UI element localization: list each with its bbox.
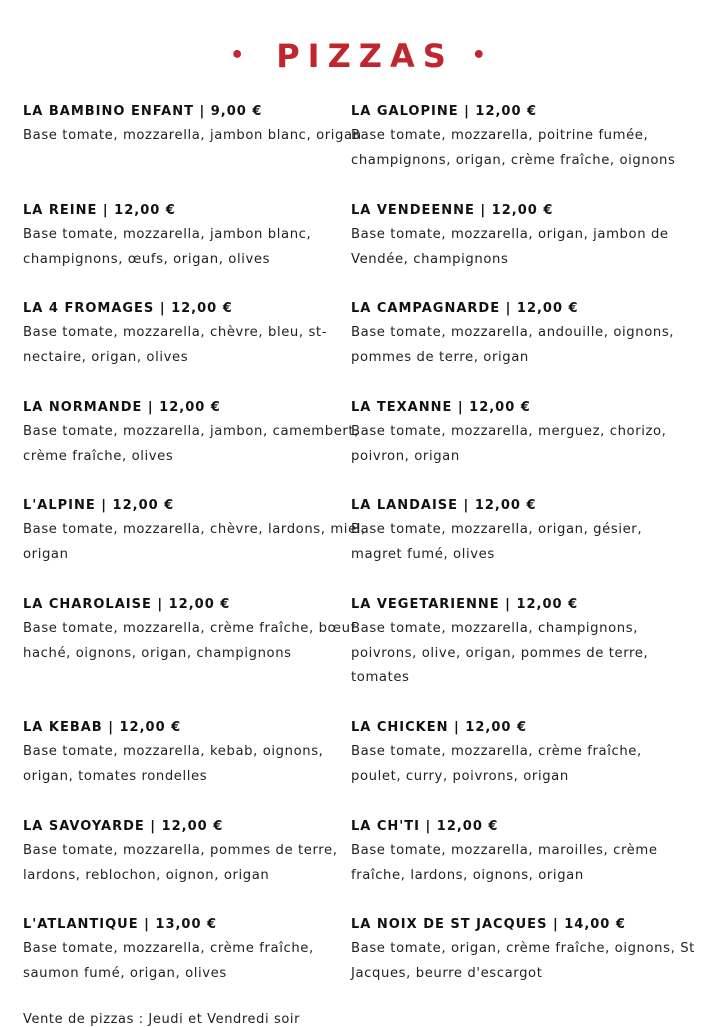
menu-item-name: LA NOIX DE ST JACQUES | 14,00 € bbox=[351, 917, 626, 932]
menu-item-description: Base tomate, mozzarella, andouille, oignons, pommes de terre, origan bbox=[351, 325, 675, 365]
menu-item-description: Base tomate, mozzarella, origan, jambon de Vendée, champignons bbox=[351, 227, 669, 267]
menu-item-description: Base tomate, mozzarella, crème fraîche, poulet, curry, poivrons, origan bbox=[351, 744, 642, 784]
menu-item bbox=[351, 297, 696, 370]
menu-item-description: Base tomate, mozzarella, poitrine fumée, champignons, origan, crème fraîche, oignons bbox=[351, 128, 676, 168]
menu-item-name: LA VEGETARIENNE | 12,00 € bbox=[351, 597, 579, 612]
menu-item-description: Base tomate, mozzarella, crème fraîche, saumon fumé, origan, olives bbox=[23, 941, 314, 981]
menu-item-name: LA 4 FROMAGES | 12,00 € bbox=[23, 301, 233, 316]
menu-item-description: Base tomate, mozzarella, chèvre, lardons, miel, origan bbox=[23, 522, 366, 562]
page-title bbox=[0, 34, 724, 80]
menu-item bbox=[23, 913, 368, 986]
menu-item-description: Base tomate, mozzarella, kebab, oignons, origan, tomates rondelles bbox=[23, 744, 324, 784]
menu-item-description: Base tomate, mozzarella, pommes de terre, lardons, reblochon, oignon, origan bbox=[23, 843, 338, 883]
menu-item-name: LA GALOPINE | 12,00 € bbox=[351, 104, 538, 119]
menu-item-description: Base tomate, mozzarella, merguez, chorizo, poivron, origan bbox=[351, 424, 667, 464]
title-dot-right: • bbox=[471, 43, 494, 68]
menu-item-name: LA LANDAISE | 12,00 € bbox=[351, 498, 537, 513]
menu-item bbox=[23, 396, 368, 469]
menu-item-name: LA REINE | 12,00 € bbox=[23, 203, 176, 218]
menu-item bbox=[23, 494, 368, 567]
menu-item-name: LA VENDEENNE | 12,00 € bbox=[351, 203, 554, 218]
menu-item bbox=[23, 815, 368, 888]
menu-item-description: Base tomate, mozzarella, origan, gésier, magret fumé, olives bbox=[351, 522, 643, 562]
menu-item-name: LA SAVOYARDE | 12,00 € bbox=[23, 819, 224, 834]
menu-item bbox=[351, 100, 696, 173]
menu-item-name: LA CHAROLAISE | 12,00 € bbox=[23, 597, 231, 612]
menu-item bbox=[23, 100, 368, 149]
menu-item-name: LA NORMANDE | 12,00 € bbox=[23, 400, 221, 415]
title-text: PIZZAS bbox=[276, 37, 454, 75]
menu-item-name: LA BAMBINO ENFANT | 9,00 € bbox=[23, 104, 263, 119]
menu-item-description: Base tomate, origan, crème fraîche, oignons, St Jacques, beurre d'escargot bbox=[351, 941, 695, 981]
menu-item-description: Base tomate, mozzarella, jambon blanc, origan bbox=[23, 128, 362, 143]
menu-item-name: LA CHICKEN | 12,00 € bbox=[351, 720, 527, 735]
menu-item-name: LA KEBAB | 12,00 € bbox=[23, 720, 182, 735]
title-dot-left: • bbox=[230, 43, 253, 68]
menu-item bbox=[351, 396, 696, 469]
menu-item-description: Base tomate, mozzarella, chèvre, bleu, st-nectaire, origan, olives bbox=[23, 325, 328, 365]
menu-item-name: L'ATLANTIQUE | 13,00 € bbox=[23, 917, 218, 932]
menu-item-name: LA CAMPAGNARDE | 12,00 € bbox=[351, 301, 579, 316]
menu-item-name: L'ALPINE | 12,00 € bbox=[23, 498, 175, 513]
menu-item bbox=[351, 494, 696, 567]
menu-item bbox=[351, 716, 696, 789]
menu-item bbox=[23, 199, 368, 272]
menu-item-description: Base tomate, mozzarella, jambon, camembert, crème fraîche, olives bbox=[23, 424, 359, 464]
menu-item bbox=[23, 716, 368, 789]
menu-item-name: LA TEXANNE | 12,00 € bbox=[351, 400, 531, 415]
menu-item-description: Base tomate, mozzarella, champignons, poivrons, olive, origan, pommes de terre, tomates bbox=[351, 621, 649, 685]
footer-note: Vente de pizzas : Jeudi et Vendredi soir bbox=[23, 1012, 301, 1027]
menu-item bbox=[351, 593, 696, 691]
menu-item-name: LA CH'TI | 12,00 € bbox=[351, 819, 499, 834]
menu-item-description: Base tomate, mozzarella, jambon blanc, champignons, œufs, origan, olives bbox=[23, 227, 312, 267]
menu-item-description: Base tomate, mozzarella, maroilles, crème fraîche, lardons, oignons, origan bbox=[351, 843, 658, 883]
menu-item bbox=[351, 913, 696, 986]
menu-item-description: Base tomate, mozzarella, crème fraîche, bœuf haché, oignons, origan, champignons bbox=[23, 621, 356, 661]
menu-item bbox=[23, 297, 368, 370]
menu-item bbox=[351, 815, 696, 888]
menu-item bbox=[23, 593, 368, 666]
menu-item bbox=[351, 199, 696, 272]
